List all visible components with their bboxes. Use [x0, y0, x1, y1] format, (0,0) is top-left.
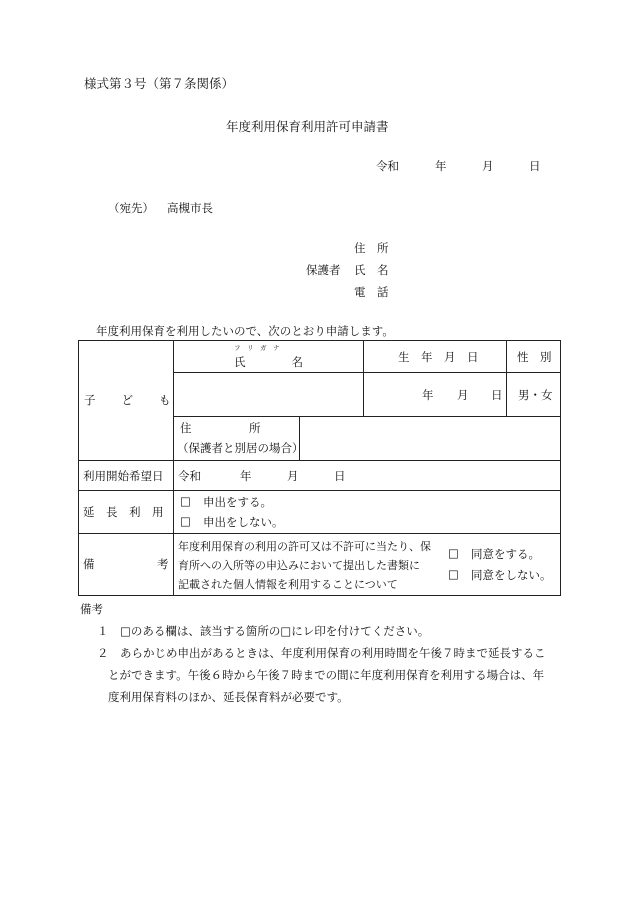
note-2-line-2: とができます。午後６時から午後７時までの間に年度利用保育を利用する場合は、年 [108, 668, 545, 682]
note-1-number: １ [97, 624, 109, 638]
start-era: 令和 [178, 469, 201, 483]
child-label: 子 ど も [84, 393, 172, 407]
consent-no-checkbox[interactable]: □ [448, 567, 459, 581]
notes-heading: 備考 [80, 602, 103, 616]
applicant-address-label: 住 所 [354, 241, 389, 255]
note-1-text: □のある欄は、該当する箇所の□にレ印を付けてください。 [120, 624, 430, 638]
start-date-label: 利用開始希望日 [83, 469, 164, 483]
form-number: 様式第３号（第７条関係） [84, 76, 235, 91]
start-month: 月 [287, 469, 299, 483]
child-address-note: （保護者と別居の場合） [177, 441, 304, 455]
gender-options[interactable]: 男・女 [518, 388, 553, 402]
birth-month: 月 [457, 388, 469, 402]
extension-yes-checkbox[interactable]: □ [180, 494, 191, 508]
start-year: 年 [240, 469, 252, 483]
gender-label: 性 別 [517, 350, 552, 364]
remarks-label-second: 考 [157, 557, 169, 571]
recipient-name: 高槻市長 [167, 201, 213, 215]
child-name-label: 氏 名 [234, 355, 303, 369]
child-address-label: 住 所 [180, 421, 261, 435]
date-day: 日 [529, 159, 541, 173]
extension-no-checkbox[interactable]: □ [180, 514, 191, 528]
remarks-label-first: 備 [83, 557, 95, 571]
extension-label: 延 長 利 用 [83, 505, 164, 519]
furigana-label: フ リ ガ ナ [234, 344, 280, 352]
child-address-field[interactable] [300, 417, 560, 460]
extension-yes-label: 申出をする。 [203, 495, 272, 509]
consent-yes-label: 同意をする。 [471, 547, 540, 561]
date-year: 年 [435, 159, 447, 173]
applicant-name-label: 氏 名 [354, 263, 389, 277]
consent-no-label: 同意をしない。 [471, 568, 552, 582]
page-title: 年度利用保育利用許可申請書 [226, 119, 389, 134]
birthdate-label: 生 年 月 日 [398, 350, 479, 364]
date-month: 月 [482, 159, 494, 173]
start-day: 日 [334, 469, 346, 483]
child-name-field[interactable] [174, 373, 363, 416]
note-2-line-1: あらかじめ申出があるときは、年度利用保育の利用時間を午後７時まで延長するこ [120, 646, 546, 660]
note-2-number: ２ [97, 646, 109, 660]
remarks-text-line-3: 記載された個人情報を利用することについて [178, 578, 398, 591]
remarks-text-line-1: 年度利用保育の利用の許可又は不許可に当たり、保 [178, 540, 431, 553]
birth-day: 日 [491, 388, 503, 402]
intro-text: 年度利用保育を利用したいので、次のとおり申請します。 [96, 324, 394, 338]
date-era: 令和 [376, 159, 399, 173]
applicant-phone-label: 電 話 [354, 285, 389, 299]
remarks-text-line-2: 育所への入所等の申込みにおいて提出した書類に [178, 559, 420, 572]
birth-year: 年 [422, 388, 434, 402]
extension-no-label: 申出をしない。 [203, 515, 284, 529]
consent-yes-checkbox[interactable]: □ [448, 546, 459, 560]
note-2-line-3: 度利用保育料のほか、延長保育料が必要です。 [108, 690, 349, 704]
applicant-role-label: 保護者 [306, 263, 341, 277]
recipient-prefix: （宛先） [108, 201, 154, 215]
